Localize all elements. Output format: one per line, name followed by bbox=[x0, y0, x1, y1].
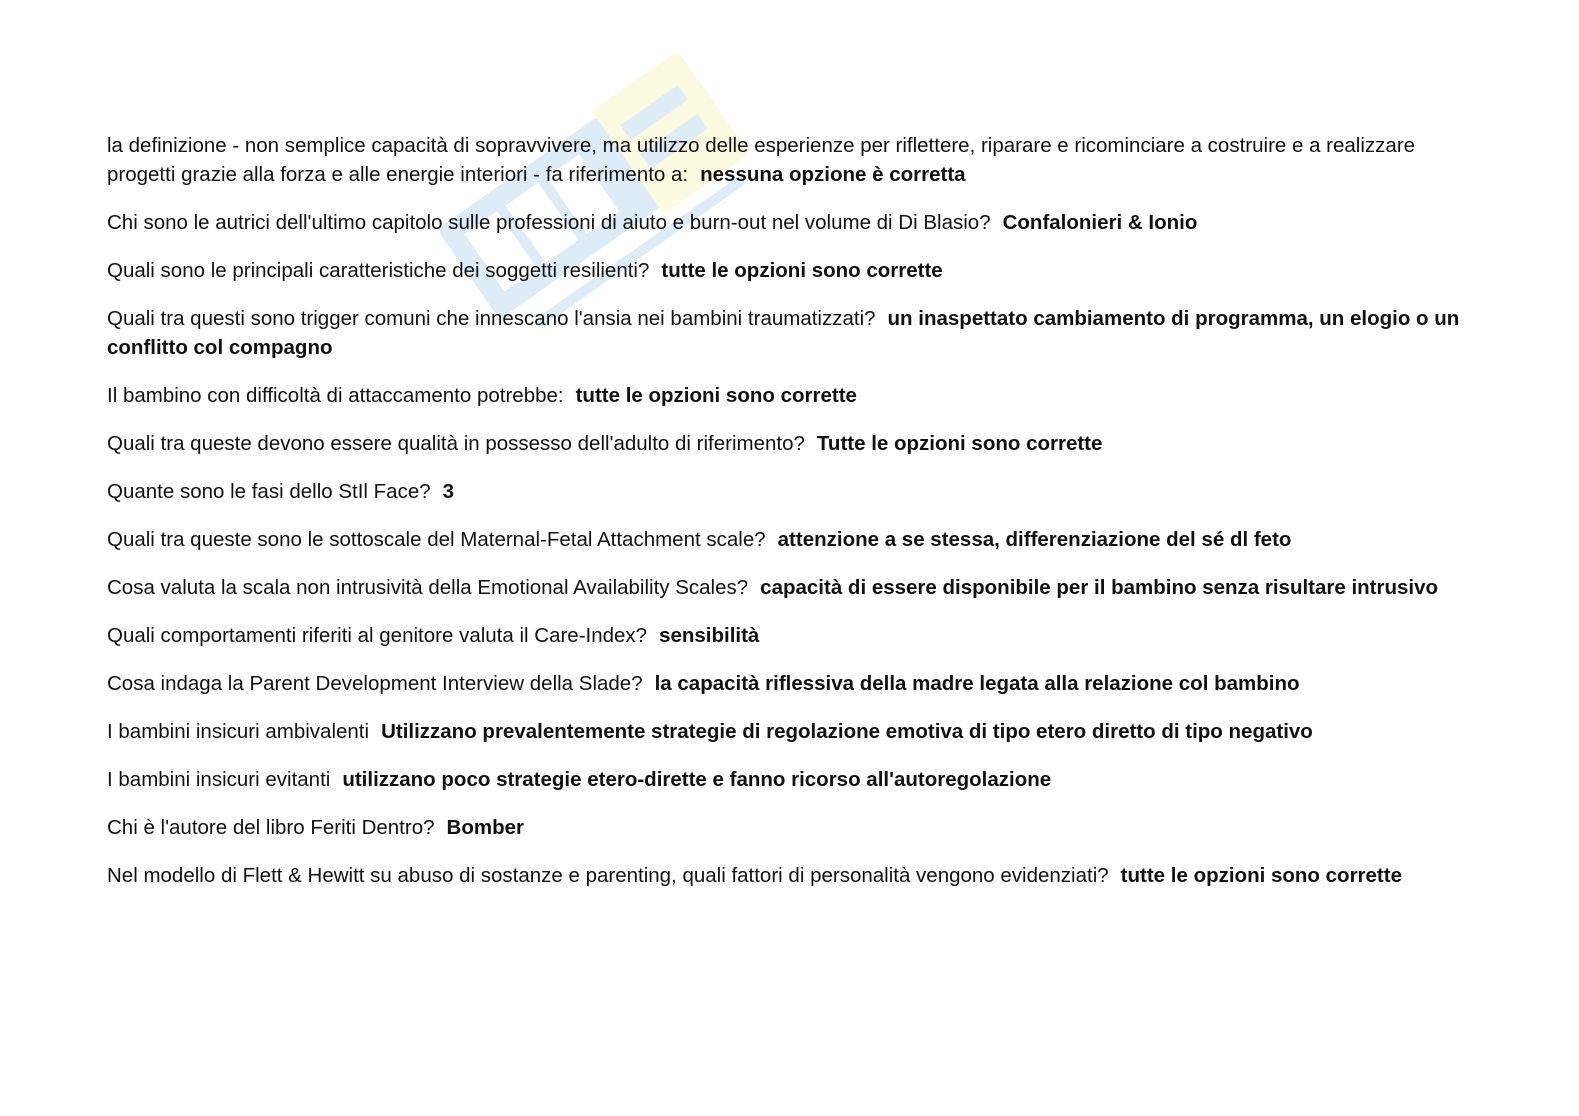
qa-item-1 bbox=[107, 131, 1482, 189]
question-text: Quali tra queste sono le sottoscale del Maternal-Fetal Attachment scale? bbox=[107, 528, 766, 551]
answer-text: Confalonieri & Ionio bbox=[1002, 211, 1198, 234]
qa-item-14 bbox=[107, 813, 1482, 842]
question-text: Quante sono le fasi dello StIl Face? bbox=[107, 480, 431, 503]
question-text: Chi sono le autrici dell'ultimo capitolo sulle professioni di aiuto e burn-out nel volume di Di Blasio? bbox=[107, 211, 991, 234]
answer-text: nessuna opzione è corretta bbox=[700, 163, 966, 186]
answer-text: Utilizzano prevalentemente strategie di regolazione emotiva di tipo etero diretto di tipo negativo bbox=[381, 720, 1313, 743]
qa-item-6 bbox=[107, 429, 1482, 458]
qa-item-2 bbox=[107, 208, 1482, 237]
qa-item-7 bbox=[107, 477, 1482, 506]
qa-item-11 bbox=[107, 669, 1482, 698]
question-text: I bambini insicuri evitanti bbox=[107, 768, 331, 791]
qa-item-9 bbox=[107, 573, 1482, 602]
question-text: la definizione - non semplice capacità di sopravvivere, ma utilizzo delle esperienze per riflettere, riparare e ricominciare a costruire e a realizzare progetti grazie alla forza e alle energie interiori - fa riferimento a: bbox=[107, 134, 1416, 186]
question-text: Quali sono le principali caratteristiche dei soggetti resilienti? bbox=[107, 259, 650, 282]
question-text: Cosa indaga la Parent Development Interview della Slade? bbox=[107, 672, 643, 695]
qa-item-8 bbox=[107, 525, 1482, 554]
qa-item-15 bbox=[107, 861, 1482, 890]
answer-text: la capacità riflessiva della madre legata alla relazione col bambino bbox=[654, 672, 1300, 695]
qa-item-4 bbox=[107, 304, 1482, 362]
answer-text: attenzione a se stessa, differenziazione del sé dl feto bbox=[777, 528, 1292, 551]
answer-text: 3 bbox=[442, 480, 455, 503]
question-text: Cosa valuta la scala non intrusività della Emotional Availability Scales? bbox=[107, 576, 749, 599]
answer-text: un inaspettato cambiamento di programma, un elogio o un conflitto col compagno bbox=[107, 307, 1460, 359]
question-text: Quali tra questi sono trigger comuni che innescano l'ansia nei bambini traumatizzati? bbox=[107, 307, 876, 330]
question-text: Quali comportamenti riferiti al genitore valuta il Care-Index? bbox=[107, 624, 648, 647]
qa-item-13 bbox=[107, 765, 1482, 794]
answer-text: Tutte le opzioni sono corrette bbox=[816, 432, 1103, 455]
answer-text: tutte le opzioni sono corrette bbox=[661, 259, 943, 282]
qa-item-5 bbox=[107, 381, 1482, 410]
answer-text: Bomber bbox=[446, 816, 524, 839]
answer-text: capacità di essere disponibile per il bambino senza risultare intrusivo bbox=[760, 576, 1439, 599]
answer-text: utilizzano poco strategie etero-dirette e fanno ricorso all'autoregolazione bbox=[342, 768, 1052, 791]
qa-item-10 bbox=[107, 621, 1482, 650]
qa-item-3 bbox=[107, 256, 1482, 285]
question-text: Quali tra queste devono essere qualità in possesso dell'adulto di riferimento? bbox=[107, 432, 805, 455]
question-text: I bambini insicuri ambivalenti bbox=[107, 720, 370, 743]
qa-item-12 bbox=[107, 717, 1482, 746]
answer-text: tutte le opzioni sono corrette bbox=[575, 384, 857, 407]
answer-text: tutte le opzioni sono corrette bbox=[1120, 864, 1402, 887]
question-text: Nel modello di Flett & Hewitt su abuso di sostanze e parenting, quali fattori di personalità vengono evidenziati? bbox=[107, 864, 1109, 887]
answer-text: sensibilità bbox=[659, 624, 760, 647]
question-text: Il bambino con difficoltà di attaccamento potrebbe: bbox=[107, 384, 564, 407]
qa-document bbox=[107, 131, 1482, 909]
question-text: Chi è l'autore del libro Feriti Dentro? bbox=[107, 816, 435, 839]
